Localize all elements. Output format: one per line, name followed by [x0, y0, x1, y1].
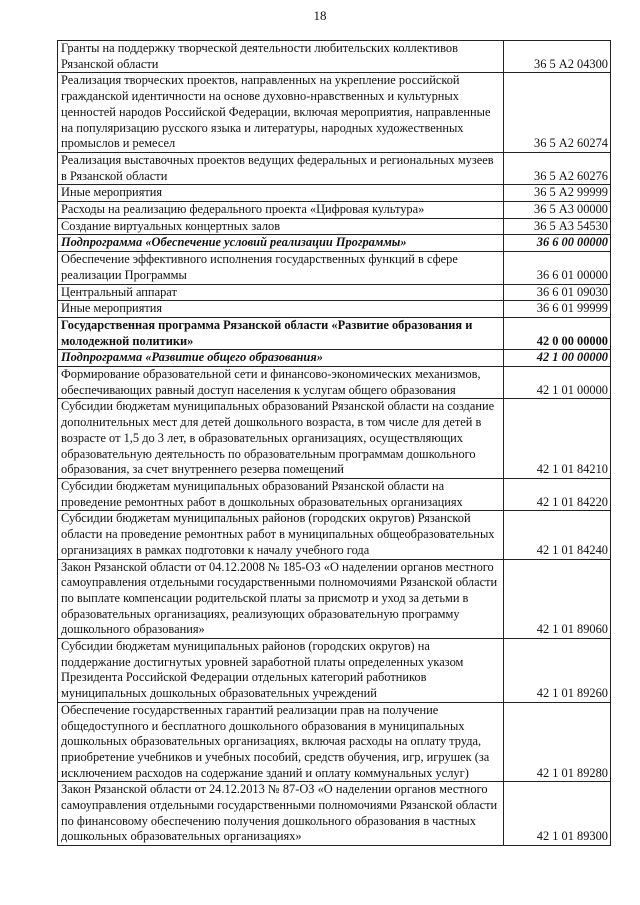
row-code-cell: 42 1 00 00000 — [504, 350, 611, 367]
row-code-cell: 42 1 01 89300 — [504, 782, 611, 846]
row-code-cell: 36 5 А2 60274 — [504, 73, 611, 153]
row-name-cell: Обеспечение эффективного исполнения государственных функций в сфере реализации Программы — [58, 252, 504, 284]
row-name-cell: Закон Рязанской области от 24.12.2013 № 87-ОЗ «О наделении органов местного самоуправления отдельными государственными полномочиями Рязанской области по финансовому обеспечению получения дошкольного образования в частных дошкольных образовательных организациях» — [58, 782, 504, 846]
row-name-cell: Реализация творческих проектов, направленных на укрепление российской гражданской идентичности на основе духовно-нравственных и культурных ценностей народов Российской Федерации, включая мероприятия, направленные на популяризацию русского языка и литературы, народных художественных промыслов и ремесел — [58, 73, 504, 153]
row-name-cell: Центральный аппарат — [58, 284, 504, 301]
table-row — [58, 639, 611, 703]
table-row — [58, 152, 611, 184]
table-row — [58, 367, 611, 399]
table-row — [58, 284, 611, 301]
row-name-cell: Формирование образовательной сети и финансово-экономических механизмов, обеспечивающих равный доступ населения к услугам общего образования — [58, 367, 504, 399]
row-code-cell: 36 5 А2 04300 — [504, 41, 611, 73]
table-row — [58, 317, 611, 349]
budget-classification-table — [57, 40, 611, 846]
table-row — [58, 41, 611, 73]
row-code-cell: 36 5 А2 60276 — [504, 152, 611, 184]
row-name-cell: Создание виртуальных концертных залов — [58, 218, 504, 235]
table-row — [58, 252, 611, 284]
table-row — [58, 350, 611, 367]
table-row — [58, 478, 611, 510]
row-name-cell: Обеспечение государственных гарантий реализации прав на получение общедоступного и бесплатного дошкольного образования в муниципальных дошкольных образовательных организациях, включая расходы на оплату труда, приобретение учебников и учебных пособий, средств обучения, игр, игрушек (за исключением расходов на содержание зданий и оплату коммунальных услуг) — [58, 702, 504, 782]
table-row — [58, 301, 611, 318]
row-name-cell: Субсидии бюджетам муниципальных образований Рязанской области на создание дополнительных мест для детей дошкольного возраста, в том числе для детей в возрасте от 1,5 до 3 лет, в образовательных организациях, осуществляющих образовательную деятельность по образовательным программам дошкольного образования, за счет внутреннего резерва помещений — [58, 399, 504, 479]
row-code-cell: 36 6 01 99999 — [504, 301, 611, 318]
page-number: 18 — [313, 8, 327, 23]
row-code-cell: 36 5 А3 00000 — [504, 202, 611, 219]
row-name-cell: Расходы на реализацию федерального проекта «Цифровая культура» — [58, 202, 504, 219]
row-code-cell: 36 6 01 09030 — [504, 284, 611, 301]
table-row — [58, 559, 611, 639]
row-name-cell: Реализация выставочных проектов ведущих федеральных и региональных музеев в Рязанской области — [58, 152, 504, 184]
row-code-cell: 36 5 А2 99999 — [504, 185, 611, 202]
row-code-cell: 42 0 00 00000 — [504, 317, 611, 349]
row-code-cell: 42 1 01 00000 — [504, 367, 611, 399]
table-row — [58, 185, 611, 202]
row-name-cell: Государственная программа Рязанской области «Развитие образования и молодежной политики» — [58, 317, 504, 349]
row-name-cell: Гранты на поддержку творческой деятельности любительских коллективов Рязанской области — [58, 41, 504, 73]
table-row — [58, 782, 611, 846]
row-name-cell: Субсидии бюджетам муниципальных районов (городских округов) Рязанской области на проведение ремонтных работ в муниципальных общеобразовательных организациях в рамках подготовки к началу учебного года — [58, 511, 504, 559]
row-code-cell: 42 1 01 89280 — [504, 702, 611, 782]
row-code-cell: 36 5 А3 54530 — [504, 218, 611, 235]
row-code-cell: 42 1 01 89260 — [504, 639, 611, 703]
row-name-cell: Подпрограмма «Обеспечение условий реализации Программы» — [58, 235, 504, 252]
table-row — [58, 511, 611, 559]
row-name-cell: Иные мероприятия — [58, 301, 504, 318]
row-code-cell: 36 6 01 00000 — [504, 252, 611, 284]
row-name-cell: Иные мероприятия — [58, 185, 504, 202]
table-row — [58, 73, 611, 153]
row-name-cell: Субсидии бюджетам муниципальных образований Рязанской области на проведение ремонтных работ в дошкольных образовательных организациях — [58, 478, 504, 510]
table-row — [58, 702, 611, 782]
row-code-cell: 42 1 01 89060 — [504, 559, 611, 639]
row-code-cell: 36 6 00 00000 — [504, 235, 611, 252]
table-row — [58, 218, 611, 235]
row-code-cell: 42 1 01 84220 — [504, 478, 611, 510]
table-row — [58, 202, 611, 219]
row-name-cell: Подпрограмма «Развитие общего образования» — [58, 350, 504, 367]
table-body — [58, 41, 611, 846]
table-row — [58, 235, 611, 252]
table-row — [58, 399, 611, 479]
row-name-cell: Субсидии бюджетам муниципальных районов (городских округов) на поддержание достигнутых уровней заработной платы определенных указом Президента Российской Федерации отдельных категорий работников муниципальных дошкольных образовательных учреждений — [58, 639, 504, 703]
row-code-cell: 42 1 01 84210 — [504, 399, 611, 479]
row-code-cell: 42 1 01 84240 — [504, 511, 611, 559]
row-name-cell: Закон Рязанской области от 04.12.2008 № 185-ОЗ «О наделении органов местного самоуправления отдельными государственными полномочиями Рязанской области по выплате компенсации родительской платы за присмотр и уход за детьми в образовательных организациях, реализующих образовательную программу дошкольного образования» — [58, 559, 504, 639]
